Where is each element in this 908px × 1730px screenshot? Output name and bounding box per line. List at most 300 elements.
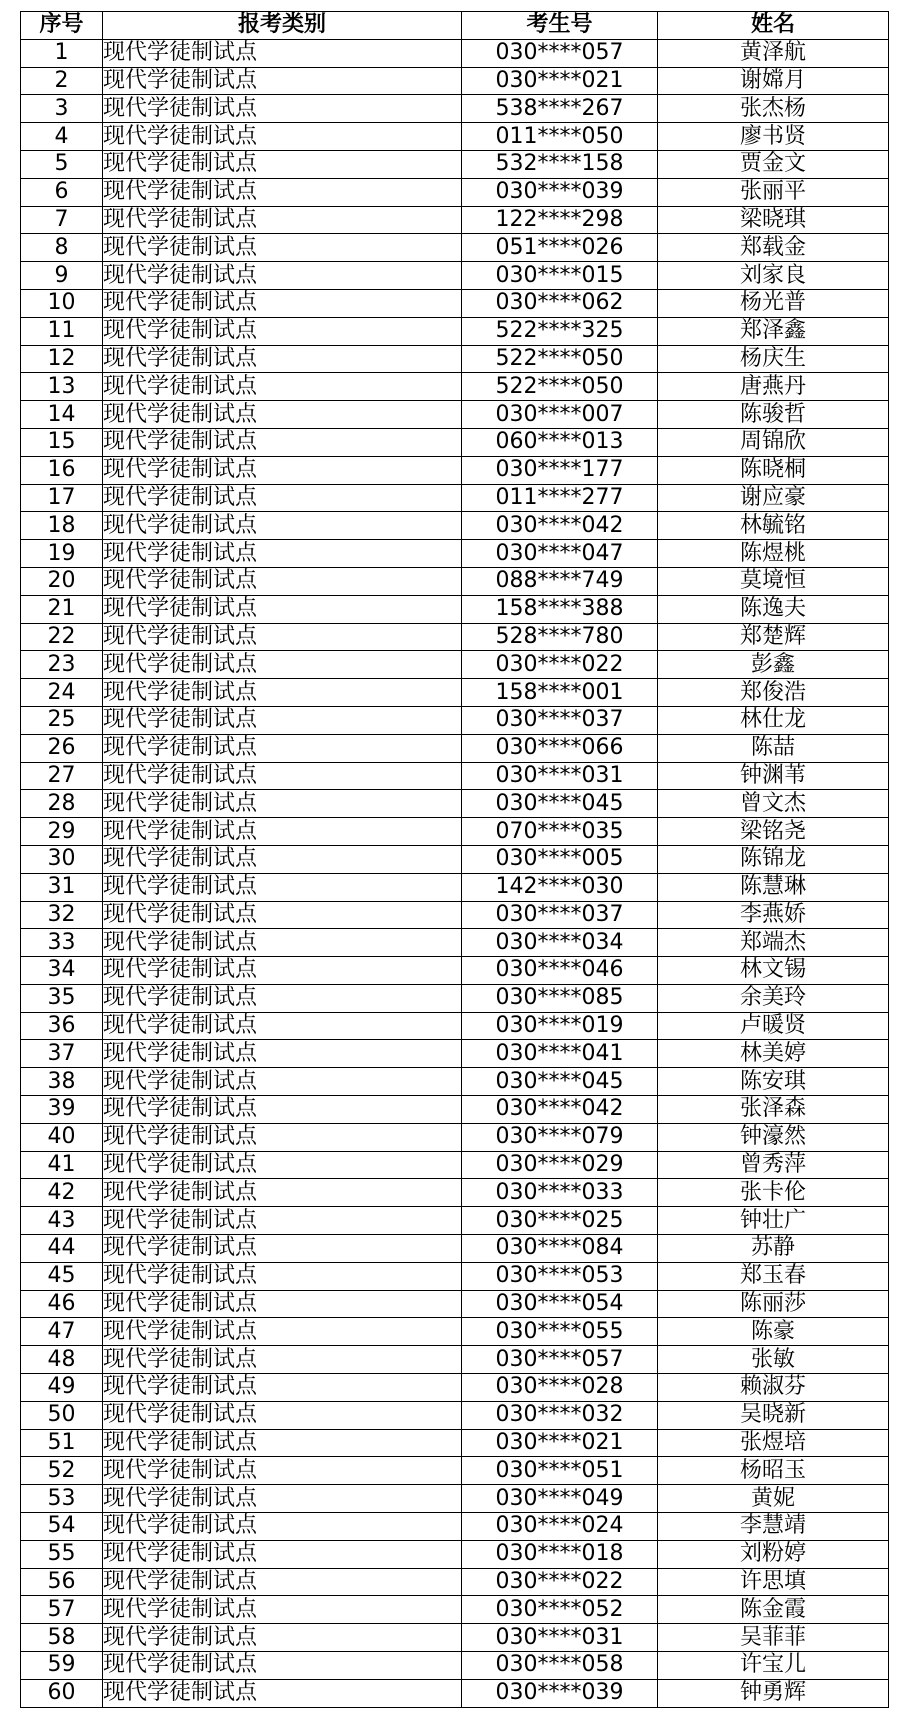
table-row — [21, 845, 889, 873]
cell-exam-id: 011****277 — [462, 484, 658, 512]
header-exam-id: 考生号 — [462, 12, 658, 40]
cell-category: 现代学徒制试点 — [103, 1290, 462, 1318]
cell-seq: 49 — [21, 1374, 103, 1402]
table-row — [21, 623, 889, 651]
cell-exam-id: 030****045 — [462, 1068, 658, 1096]
cell-seq: 17 — [21, 484, 103, 512]
cell-name: 张泽森 — [658, 1096, 889, 1124]
cell-name: 陈丽莎 — [658, 1290, 889, 1318]
table-row — [21, 1540, 889, 1568]
cell-name: 莫境恒 — [658, 567, 889, 595]
cell-exam-id: 030****085 — [462, 984, 658, 1012]
cell-exam-id: 030****022 — [462, 1568, 658, 1596]
cell-name: 谢嫦月 — [658, 67, 889, 95]
cell-category: 现代学徒制试点 — [103, 123, 462, 151]
cell-name: 吴晓新 — [658, 1401, 889, 1429]
table-row — [21, 1318, 889, 1346]
table-row — [21, 762, 889, 790]
cell-seq: 7 — [21, 206, 103, 234]
table-row — [21, 1679, 889, 1707]
cell-category: 现代学徒制试点 — [103, 484, 462, 512]
table-row — [21, 373, 889, 401]
cell-category: 现代学徒制试点 — [103, 623, 462, 651]
cell-name: 吴菲菲 — [658, 1624, 889, 1652]
cell-category: 现代学徒制试点 — [103, 595, 462, 623]
cell-name: 郑端杰 — [658, 929, 889, 957]
cell-seq: 57 — [21, 1596, 103, 1624]
cell-category: 现代学徒制试点 — [103, 373, 462, 401]
cell-seq: 8 — [21, 234, 103, 262]
cell-seq: 19 — [21, 540, 103, 568]
cell-exam-id: 030****049 — [462, 1485, 658, 1513]
cell-exam-id: 088****749 — [462, 567, 658, 595]
cell-exam-id: 030****025 — [462, 1207, 658, 1235]
cell-seq: 13 — [21, 373, 103, 401]
cell-name: 陈逸夫 — [658, 595, 889, 623]
cell-seq: 32 — [21, 901, 103, 929]
cell-category: 现代学徒制试点 — [103, 1401, 462, 1429]
table-row — [21, 818, 889, 846]
cell-seq: 42 — [21, 1179, 103, 1207]
cell-seq: 48 — [21, 1346, 103, 1374]
cell-exam-id: 030****033 — [462, 1179, 658, 1207]
table-row — [21, 1179, 889, 1207]
cell-seq: 14 — [21, 401, 103, 429]
table-row — [21, 512, 889, 540]
cell-name: 杨庆生 — [658, 345, 889, 373]
cell-category: 现代学徒制试点 — [103, 1374, 462, 1402]
cell-name: 陈煜桃 — [658, 540, 889, 568]
cell-seq: 6 — [21, 178, 103, 206]
cell-exam-id: 011****050 — [462, 123, 658, 151]
cell-seq: 9 — [21, 262, 103, 290]
cell-exam-id: 030****031 — [462, 762, 658, 790]
cell-category: 现代学徒制试点 — [103, 1540, 462, 1568]
cell-seq: 33 — [21, 929, 103, 957]
cell-seq: 28 — [21, 790, 103, 818]
table-row — [21, 595, 889, 623]
cell-name: 陈晓桐 — [658, 456, 889, 484]
cell-category: 现代学徒制试点 — [103, 206, 462, 234]
cell-category: 现代学徒制试点 — [103, 845, 462, 873]
cell-exam-id: 030****062 — [462, 289, 658, 317]
cell-name: 许思填 — [658, 1568, 889, 1596]
cell-name: 彭鑫 — [658, 651, 889, 679]
cell-name: 陈金霞 — [658, 1596, 889, 1624]
table-row — [21, 1123, 889, 1151]
table-row — [21, 1262, 889, 1290]
cell-seq: 58 — [21, 1624, 103, 1652]
cell-exam-id: 030****047 — [462, 540, 658, 568]
cell-category: 现代学徒制试点 — [103, 929, 462, 957]
cell-exam-id: 030****057 — [462, 39, 658, 67]
cell-seq: 31 — [21, 873, 103, 901]
cell-name: 余美玲 — [658, 984, 889, 1012]
cell-category: 现代学徒制试点 — [103, 762, 462, 790]
table-row — [21, 206, 889, 234]
table-row — [21, 1012, 889, 1040]
cell-seq: 54 — [21, 1513, 103, 1541]
cell-exam-id: 522****050 — [462, 345, 658, 373]
cell-exam-id: 532****158 — [462, 150, 658, 178]
table-header-row — [21, 12, 889, 40]
cell-seq: 56 — [21, 1568, 103, 1596]
cell-name: 梁晓琪 — [658, 206, 889, 234]
cell-category: 现代学徒制试点 — [103, 984, 462, 1012]
cell-name: 林文锡 — [658, 957, 889, 985]
cell-exam-id: 030****057 — [462, 1346, 658, 1374]
cell-seq: 38 — [21, 1068, 103, 1096]
cell-seq: 24 — [21, 679, 103, 707]
table-row — [21, 679, 889, 707]
cell-seq: 27 — [21, 762, 103, 790]
cell-seq: 40 — [21, 1123, 103, 1151]
cell-seq: 2 — [21, 67, 103, 95]
table-row — [21, 401, 889, 429]
table-row — [21, 1235, 889, 1263]
cell-seq: 60 — [21, 1679, 103, 1707]
cell-name: 廖书贤 — [658, 123, 889, 151]
cell-category: 现代学徒制试点 — [103, 1624, 462, 1652]
table-row — [21, 1457, 889, 1485]
cell-category: 现代学徒制试点 — [103, 567, 462, 595]
table-row — [21, 540, 889, 568]
cell-name: 陈骏哲 — [658, 401, 889, 429]
cell-category: 现代学徒制试点 — [103, 345, 462, 373]
cell-exam-id: 030****018 — [462, 1540, 658, 1568]
cell-seq: 5 — [21, 150, 103, 178]
cell-category: 现代学徒制试点 — [103, 1040, 462, 1068]
cell-seq: 41 — [21, 1151, 103, 1179]
cell-seq: 51 — [21, 1429, 103, 1457]
cell-name: 郑俊浩 — [658, 679, 889, 707]
table-row — [21, 1040, 889, 1068]
cell-exam-id: 030****042 — [462, 512, 658, 540]
cell-name: 赖淑芬 — [658, 1374, 889, 1402]
table-row — [21, 456, 889, 484]
cell-seq: 47 — [21, 1318, 103, 1346]
cell-exam-id: 030****021 — [462, 1429, 658, 1457]
cell-name: 陈安琪 — [658, 1068, 889, 1096]
cell-seq: 12 — [21, 345, 103, 373]
cell-name: 钟渊苇 — [658, 762, 889, 790]
cell-category: 现代学徒制试点 — [103, 1012, 462, 1040]
cell-seq: 50 — [21, 1401, 103, 1429]
cell-exam-id: 142****030 — [462, 873, 658, 901]
cell-category: 现代学徒制试点 — [103, 1235, 462, 1263]
cell-name: 卢暖贤 — [658, 1012, 889, 1040]
cell-category: 现代学徒制试点 — [103, 178, 462, 206]
cell-exam-id: 030****019 — [462, 1012, 658, 1040]
cell-exam-id: 060****013 — [462, 428, 658, 456]
table-row — [21, 929, 889, 957]
cell-name: 曾文杰 — [658, 790, 889, 818]
cell-exam-id: 158****388 — [462, 595, 658, 623]
cell-name: 杨昭玉 — [658, 1457, 889, 1485]
cell-category: 现代学徒制试点 — [103, 1679, 462, 1707]
cell-exam-id: 030****032 — [462, 1401, 658, 1429]
cell-name: 郑载金 — [658, 234, 889, 262]
cell-exam-id: 070****035 — [462, 818, 658, 846]
cell-exam-id: 030****041 — [462, 1040, 658, 1068]
header-seq: 序号 — [21, 12, 103, 40]
cell-name: 郑玉春 — [658, 1262, 889, 1290]
cell-seq: 44 — [21, 1235, 103, 1263]
cell-category: 现代学徒制试点 — [103, 150, 462, 178]
cell-exam-id: 030****177 — [462, 456, 658, 484]
cell-name: 张卡伦 — [658, 1179, 889, 1207]
cell-seq: 3 — [21, 95, 103, 123]
cell-category: 现代学徒制试点 — [103, 262, 462, 290]
cell-name: 刘家良 — [658, 262, 889, 290]
cell-category: 现代学徒制试点 — [103, 1068, 462, 1096]
cell-category: 现代学徒制试点 — [103, 818, 462, 846]
cell-category: 现代学徒制试点 — [103, 1179, 462, 1207]
cell-name: 黄妮 — [658, 1485, 889, 1513]
cell-category: 现代学徒制试点 — [103, 1429, 462, 1457]
cell-exam-id: 522****325 — [462, 317, 658, 345]
cell-exam-id: 538****267 — [462, 95, 658, 123]
cell-exam-id: 030****045 — [462, 790, 658, 818]
cell-seq: 55 — [21, 1540, 103, 1568]
table-row — [21, 1096, 889, 1124]
table-row — [21, 67, 889, 95]
cell-seq: 34 — [21, 957, 103, 985]
table-row — [21, 317, 889, 345]
cell-exam-id: 030****053 — [462, 1262, 658, 1290]
cell-exam-id: 030****039 — [462, 178, 658, 206]
cell-seq: 30 — [21, 845, 103, 873]
cell-name: 陈喆 — [658, 734, 889, 762]
cell-seq: 4 — [21, 123, 103, 151]
roster-table — [20, 11, 889, 1708]
cell-category: 现代学徒制试点 — [103, 706, 462, 734]
cell-exam-id: 030****058 — [462, 1652, 658, 1680]
table-row — [21, 651, 889, 679]
cell-exam-id: 030****052 — [462, 1596, 658, 1624]
cell-category: 现代学徒制试点 — [103, 873, 462, 901]
cell-exam-id: 522****050 — [462, 373, 658, 401]
cell-name: 张杰杨 — [658, 95, 889, 123]
cell-exam-id: 030****046 — [462, 957, 658, 985]
table-row — [21, 567, 889, 595]
cell-exam-id: 030****021 — [462, 67, 658, 95]
cell-exam-id: 030****007 — [462, 401, 658, 429]
table-row — [21, 1429, 889, 1457]
cell-seq: 25 — [21, 706, 103, 734]
cell-exam-id: 030****022 — [462, 651, 658, 679]
cell-exam-id: 030****079 — [462, 1123, 658, 1151]
cell-category: 现代学徒制试点 — [103, 456, 462, 484]
cell-exam-id: 030****005 — [462, 845, 658, 873]
cell-name: 谢应豪 — [658, 484, 889, 512]
cell-category: 现代学徒制试点 — [103, 67, 462, 95]
cell-name: 陈锦龙 — [658, 845, 889, 873]
cell-exam-id: 030****084 — [462, 1235, 658, 1263]
cell-exam-id: 030****034 — [462, 929, 658, 957]
header-category: 报考类别 — [103, 12, 462, 40]
cell-name: 张丽平 — [658, 178, 889, 206]
cell-category: 现代学徒制试点 — [103, 512, 462, 540]
cell-name: 郑楚辉 — [658, 623, 889, 651]
cell-name: 陈豪 — [658, 1318, 889, 1346]
cell-category: 现代学徒制试点 — [103, 1457, 462, 1485]
cell-category: 现代学徒制试点 — [103, 1652, 462, 1680]
cell-name: 唐燕丹 — [658, 373, 889, 401]
cell-exam-id: 030****028 — [462, 1374, 658, 1402]
cell-seq: 39 — [21, 1096, 103, 1124]
cell-name: 林毓铭 — [658, 512, 889, 540]
table-row — [21, 1290, 889, 1318]
cell-category: 现代学徒制试点 — [103, 428, 462, 456]
table-row — [21, 95, 889, 123]
table-row — [21, 123, 889, 151]
cell-exam-id: 030****051 — [462, 1457, 658, 1485]
cell-seq: 15 — [21, 428, 103, 456]
cell-category: 现代学徒制试点 — [103, 1596, 462, 1624]
cell-category: 现代学徒制试点 — [103, 1568, 462, 1596]
cell-name: 陈慧琳 — [658, 873, 889, 901]
table-row — [21, 1346, 889, 1374]
cell-seq: 10 — [21, 289, 103, 317]
table-row — [21, 1374, 889, 1402]
cell-seq: 1 — [21, 39, 103, 67]
cell-category: 现代学徒制试点 — [103, 39, 462, 67]
cell-name: 梁铭尧 — [658, 818, 889, 846]
cell-name: 黄泽航 — [658, 39, 889, 67]
cell-category: 现代学徒制试点 — [103, 1096, 462, 1124]
table-row — [21, 984, 889, 1012]
cell-name: 许宝儿 — [658, 1652, 889, 1680]
cell-category: 现代学徒制试点 — [103, 1123, 462, 1151]
cell-seq: 52 — [21, 1457, 103, 1485]
cell-name: 刘粉婷 — [658, 1540, 889, 1568]
table-row — [21, 706, 889, 734]
cell-seq: 37 — [21, 1040, 103, 1068]
cell-category: 现代学徒制试点 — [103, 1485, 462, 1513]
table-row — [21, 957, 889, 985]
cell-seq: 53 — [21, 1485, 103, 1513]
cell-category: 现代学徒制试点 — [103, 234, 462, 262]
cell-category: 现代学徒制试点 — [103, 95, 462, 123]
table-row — [21, 1513, 889, 1541]
cell-exam-id: 030****042 — [462, 1096, 658, 1124]
cell-category: 现代学徒制试点 — [103, 289, 462, 317]
cell-category: 现代学徒制试点 — [103, 651, 462, 679]
cell-exam-id: 030****066 — [462, 734, 658, 762]
cell-name: 钟勇辉 — [658, 1679, 889, 1707]
cell-exam-id: 030****029 — [462, 1151, 658, 1179]
table-row — [21, 345, 889, 373]
cell-seq: 21 — [21, 595, 103, 623]
header-name: 姓名 — [658, 12, 889, 40]
cell-seq: 18 — [21, 512, 103, 540]
cell-category: 现代学徒制试点 — [103, 901, 462, 929]
cell-category: 现代学徒制试点 — [103, 401, 462, 429]
table-row — [21, 39, 889, 67]
table-row — [21, 1151, 889, 1179]
cell-seq: 23 — [21, 651, 103, 679]
cell-name: 李慧靖 — [658, 1513, 889, 1541]
cell-exam-id: 528****780 — [462, 623, 658, 651]
table-row — [21, 1596, 889, 1624]
table-row — [21, 1068, 889, 1096]
cell-category: 现代学徒制试点 — [103, 1207, 462, 1235]
cell-exam-id: 051****026 — [462, 234, 658, 262]
cell-exam-id: 030****037 — [462, 901, 658, 929]
table-row — [21, 428, 889, 456]
table-row — [21, 1568, 889, 1596]
cell-name: 郑泽鑫 — [658, 317, 889, 345]
cell-name: 苏静 — [658, 1235, 889, 1263]
table-row — [21, 1207, 889, 1235]
cell-category: 现代学徒制试点 — [103, 734, 462, 762]
table-row — [21, 790, 889, 818]
cell-seq: 11 — [21, 317, 103, 345]
cell-exam-id: 030****039 — [462, 1679, 658, 1707]
table-row — [21, 178, 889, 206]
cell-exam-id: 030****054 — [462, 1290, 658, 1318]
table-row — [21, 234, 889, 262]
cell-category: 现代学徒制试点 — [103, 790, 462, 818]
cell-category: 现代学徒制试点 — [103, 1151, 462, 1179]
cell-seq: 16 — [21, 456, 103, 484]
table-row — [21, 289, 889, 317]
cell-exam-id: 158****001 — [462, 679, 658, 707]
cell-seq: 45 — [21, 1262, 103, 1290]
cell-exam-id: 122****298 — [462, 206, 658, 234]
cell-category: 现代学徒制试点 — [103, 679, 462, 707]
cell-category: 现代学徒制试点 — [103, 1262, 462, 1290]
cell-category: 现代学徒制试点 — [103, 1346, 462, 1374]
cell-exam-id: 030****037 — [462, 706, 658, 734]
cell-seq: 36 — [21, 1012, 103, 1040]
cell-name: 钟濠然 — [658, 1123, 889, 1151]
table-row — [21, 1485, 889, 1513]
cell-category: 现代学徒制试点 — [103, 1318, 462, 1346]
cell-name: 林仕龙 — [658, 706, 889, 734]
cell-name: 曾秀萍 — [658, 1151, 889, 1179]
table-row — [21, 734, 889, 762]
table-row — [21, 262, 889, 290]
cell-seq: 35 — [21, 984, 103, 1012]
table-body — [21, 39, 889, 1707]
cell-name: 林美婷 — [658, 1040, 889, 1068]
cell-seq: 29 — [21, 818, 103, 846]
cell-seq: 20 — [21, 567, 103, 595]
cell-name: 周锦欣 — [658, 428, 889, 456]
cell-name: 钟壮广 — [658, 1207, 889, 1235]
cell-name: 贾金文 — [658, 150, 889, 178]
cell-name: 李燕娇 — [658, 901, 889, 929]
table-row — [21, 1624, 889, 1652]
table-row — [21, 150, 889, 178]
cell-name: 张敏 — [658, 1346, 889, 1374]
cell-category: 现代学徒制试点 — [103, 317, 462, 345]
cell-exam-id: 030****031 — [462, 1624, 658, 1652]
cell-seq: 26 — [21, 734, 103, 762]
table-row — [21, 1652, 889, 1680]
cell-exam-id: 030****055 — [462, 1318, 658, 1346]
table-row — [21, 484, 889, 512]
table-row — [21, 1401, 889, 1429]
cell-name: 张煜培 — [658, 1429, 889, 1457]
cell-seq: 22 — [21, 623, 103, 651]
cell-seq: 46 — [21, 1290, 103, 1318]
cell-category: 现代学徒制试点 — [103, 957, 462, 985]
cell-seq: 43 — [21, 1207, 103, 1235]
table-row — [21, 873, 889, 901]
